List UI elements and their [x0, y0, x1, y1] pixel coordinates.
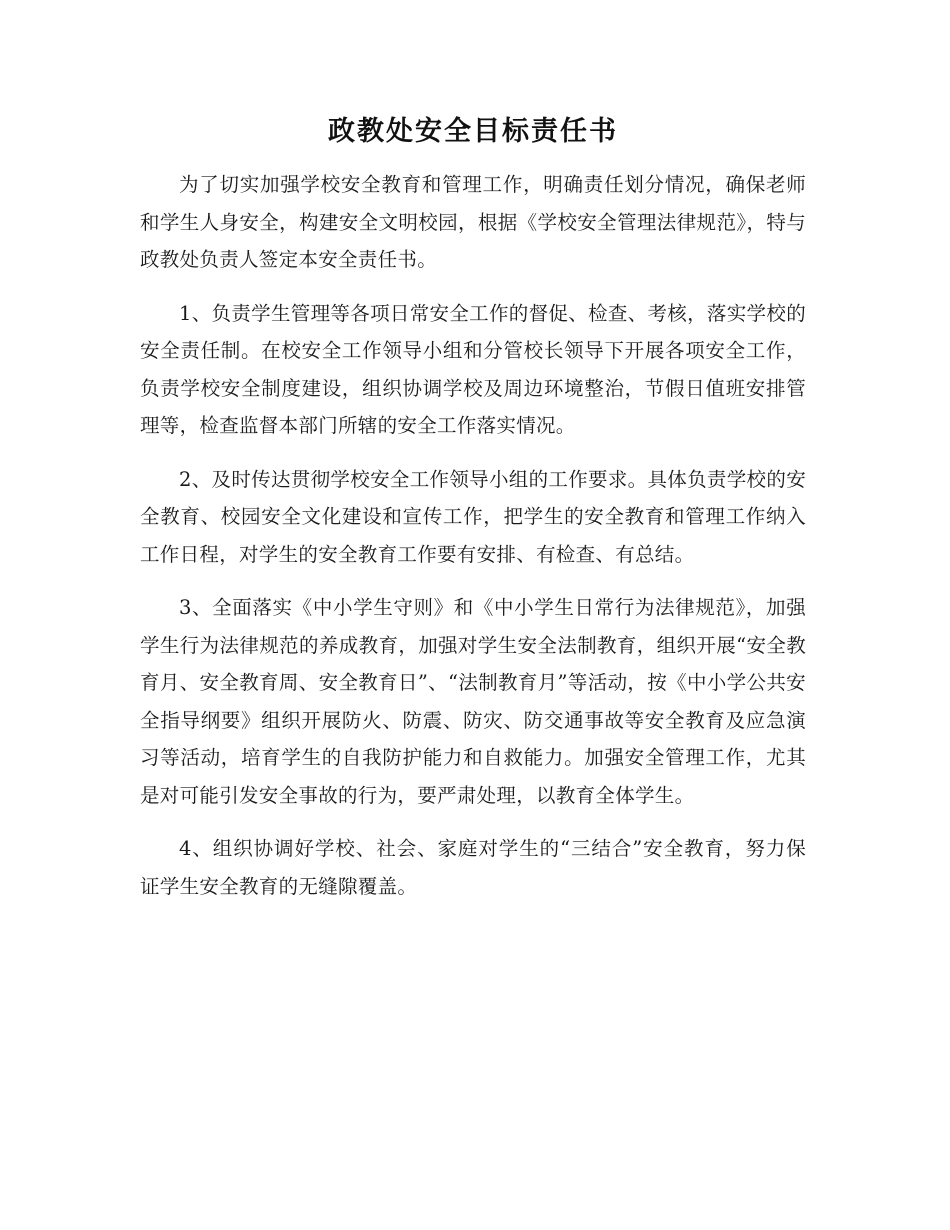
paragraph-item-3: 3、全面落实《中小学生守则》和《中小学生日常行为法律规范》，加强学生行为法律规范的养成教育，加强对学生安全法制教育，组织开展“安全教育月、安全教育周、安全教育日”、“法制教育月”等活动，按《中小学公共安全指导纲要》组织开展防火、防震、防灾、防交通事故等安全教育及应急演习等活动，培育学生的自我防护能力和自救能力。加强安全管理工作，尤其是对可能引发安全事故的行为，要严肃处理，以教育全体学生。 — [140, 596, 806, 807]
paragraph-item-2: 2、及时传达贯彻学校安全工作领导小组的工作要求。具体负责学校的安全教育、校园安全文化建设和宣传工作，把学生的安全教育和管理工作纳入工作日程，对学生的安全教育工作要有安排、有检查、有总结。 — [140, 467, 806, 566]
document-title: 政教处安全目标责任书 — [328, 116, 618, 147]
paragraph-intro: 为了切实加强学校安全教育和管理工作，明确责任划分情况，确保老师和学生人身安全，构建安全文明校园，根据《学校安全管理法律规范》，特与政教处负责人签定本安全责任书。 — [140, 173, 806, 271]
document-page — [140, 112, 806, 921]
paragraph-item-4: 4、组织协调好学校、社会、家庭对学生的“三结合”安全教育，努力保证学生安全教育的无缝隙覆盖。 — [140, 837, 806, 898]
paragraph-item-1: 1、负责学生管理等各项日常安全工作的督促、检查、考核，落实学校的安全责任制。在校安全工作领导小组和分管校长领导下开展各项安全工作，负责学校安全制度建设，组织协调学校及周边环境整治，节假日值班安排管理等，检查监督本部门所辖的安全工作落实情况。 — [140, 301, 806, 437]
